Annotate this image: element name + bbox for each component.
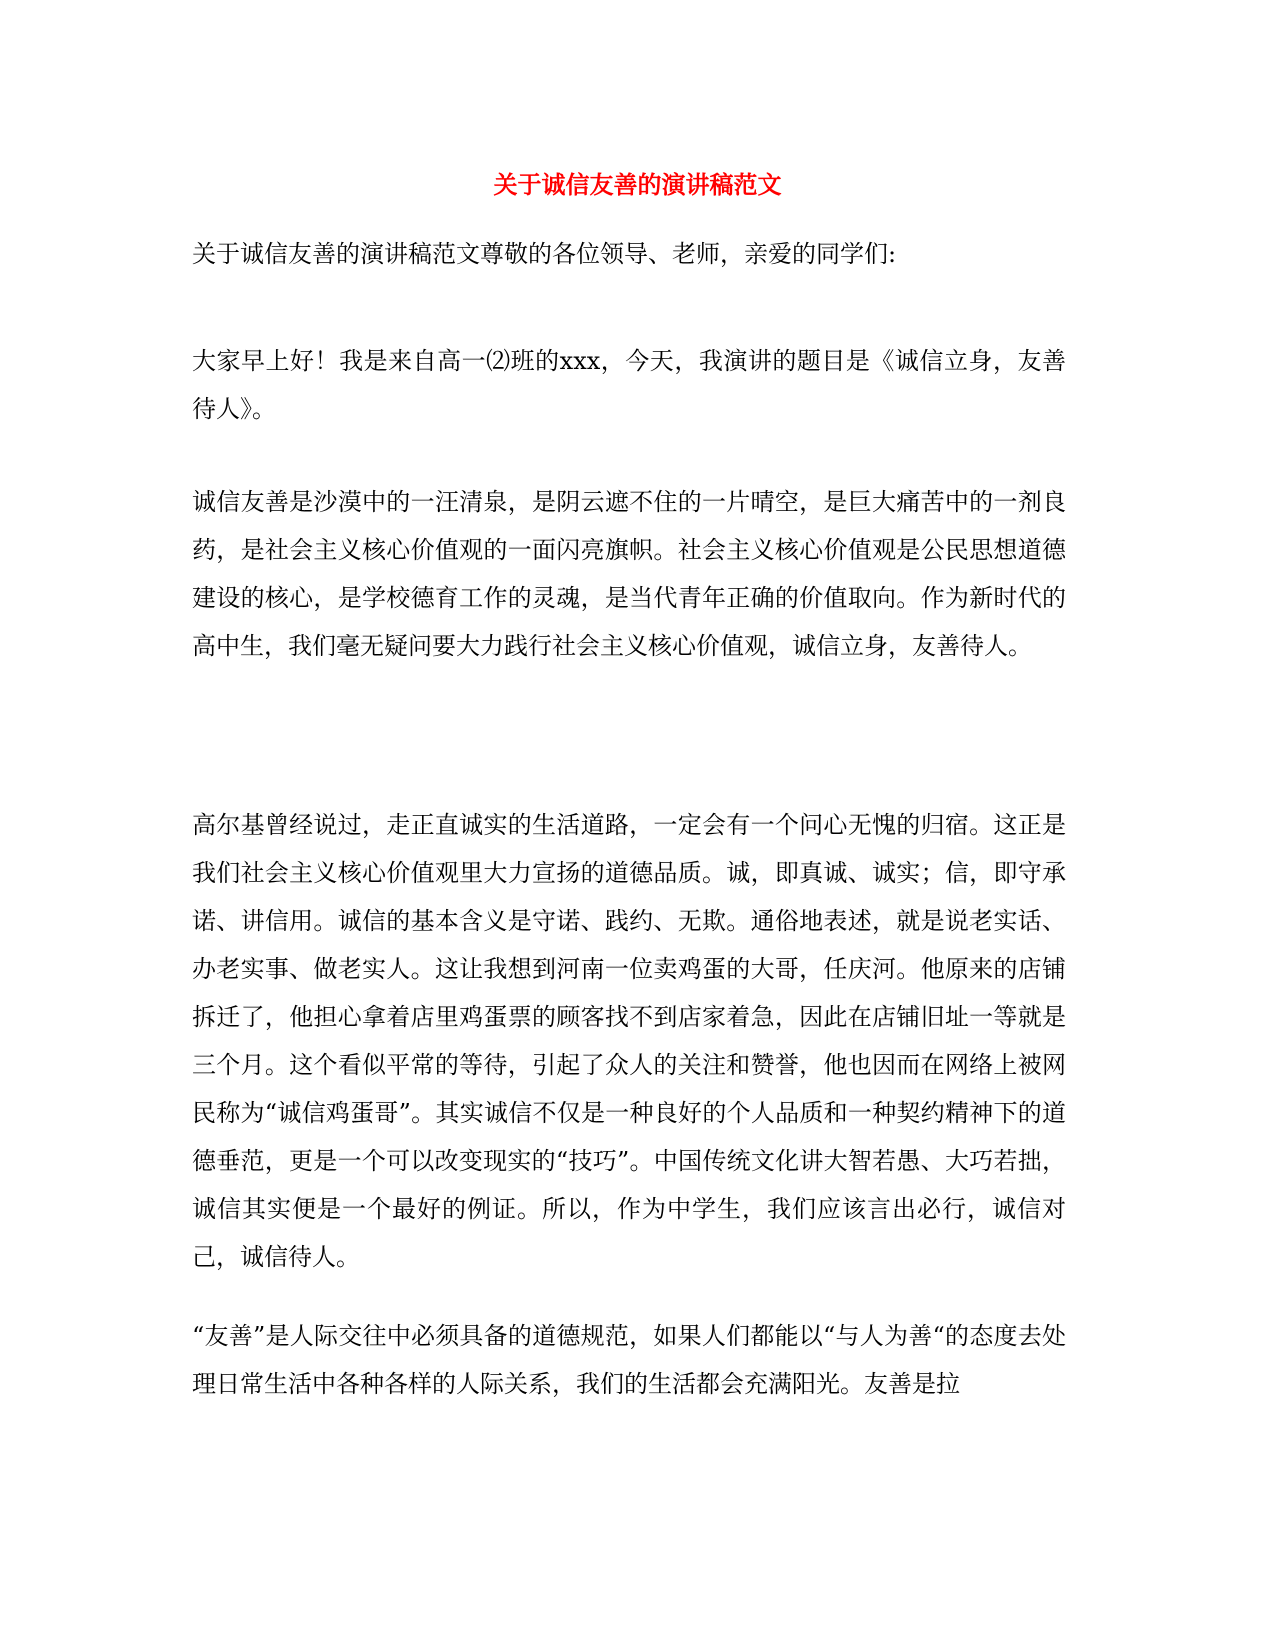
paragraph-honesty xyxy=(192,801,1066,1281)
paragraph: 高尔基曾经说过，走正直诚实的生活道路，一定会有一个问心无愧的归宿。这正是我们社会主义核心价值观里大力宣扬的道德品质。诚，即真诚、诚实；信，即守承诺、讲信用。诚信的基本含义是守诺、践约、无欺。通俗地表述，就是说老实话、办老实事、做老实人。这让我想到河南一位卖鸡蛋的大哥，任庆河。他原来的店铺拆迁了，他担心拿着店里鸡蛋票的顾客找不到店家着急，因此在店铺旧址一等就是三个月。这个看似平常的等待，引起了众人的关注和赞誉，他也因而在网络上被网民称为“诚信鸡蛋哥”。其实诚信不仅是一种良好的个人品质和一种契约精神下的道德垂范，更是一个可以改变现实的“技巧”。中国传统文化讲大智若愚、大巧若拙，诚信其实便是一个最好的例证。所以，作为中学生，我们应该言出必行，诚信对己，诚信待人。 xyxy=(192,811,1066,1271)
document-title: 关于诚信友善的演讲稿范文 xyxy=(493,170,782,199)
paragraph: “友善”是人际交往中必须具备的道德规范，如果人们都能以“与人为善“的态度去处理日常生活中各种各样的人际关系，我们的生活都会充满阳光。友善是拉 xyxy=(192,1322,1066,1398)
paragraph-core-values xyxy=(192,478,1066,670)
paragraph: 关于诚信友善的演讲稿范文尊敬的各位领导、老师，亲爱的同学们: xyxy=(192,240,897,268)
paragraph: 大家早上好！我是来自高一⑵班的xxx，今天，我演讲的题目是《诚信立身，友善待人》。 xyxy=(192,347,1066,423)
paragraph-greeting xyxy=(192,230,1066,278)
paragraph-friendliness xyxy=(192,1312,1066,1408)
paragraph: 诚信友善是沙漠中的一汪清泉，是阴云遮不住的一片晴空，是巨大痛苦中的一剂良药，是社会主义核心价值观的一面闪亮旗帜。社会主义核心价值观是公民思想道德建设的核心，是学校德育工作的灵魂，是当代青年正确的价值取向。作为新时代的高中生，我们毫无疑问要大力践行社会主义核心价值观，诚信立身，友善待人。 xyxy=(192,488,1066,660)
paragraph-opening xyxy=(192,337,1066,433)
